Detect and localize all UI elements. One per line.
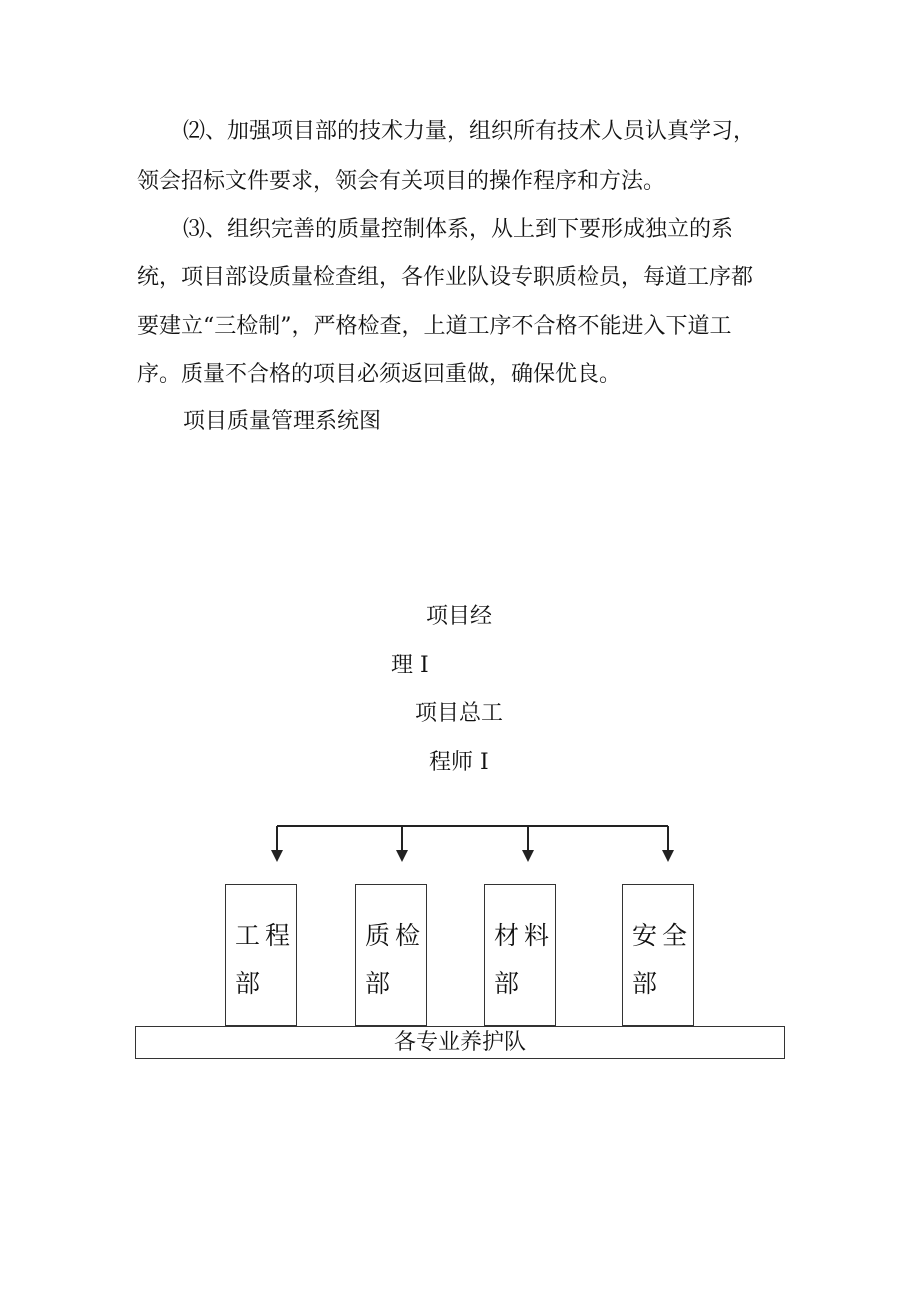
- arrowhead-2: [396, 850, 408, 862]
- paragraph-3-line-4: 序。质量不合格的项目必须返回重做，确保优良。: [137, 362, 622, 387]
- dept-label-line-1: 材料: [494, 921, 555, 950]
- paragraph-3-line-2: 统，项目部设质量检查组，各作业队设专职质检员，每道工序都: [137, 265, 754, 290]
- dept-label-line-1: 质检: [365, 921, 426, 950]
- paragraph-3-line-1: ⑶、组织完善的质量控制体系，从上到下要形成独立的系: [183, 217, 734, 242]
- paragraph-2-line-2: 领会招标文件要求，领会有关项目的操作程序和方法。: [137, 169, 666, 194]
- dept-label-line-2: 部: [365, 969, 391, 998]
- dept-label-line-2: 部: [235, 969, 261, 998]
- diagram-caption: 项目质量管理系统图: [183, 409, 382, 434]
- dept-box-quality-inspection: [355, 884, 427, 1026]
- project-manager-label-line-2: 理 I: [391, 653, 429, 678]
- dept-label-line-1: 工程: [235, 921, 296, 950]
- dept-label-line-2: 部: [632, 969, 658, 998]
- paragraph-2-line-1: ⑵、加强项目部的技术力量，组织所有技术人员认真学习，: [183, 119, 756, 144]
- arrowhead-1: [271, 850, 283, 862]
- chief-engineer-label-line-2: 程师 I: [429, 750, 489, 775]
- dept-label-line-2: 部: [494, 969, 520, 998]
- chief-engineer-label-line-1: 项目总工: [415, 701, 504, 726]
- dept-label-line-1: 安全: [632, 921, 693, 950]
- maintenance-teams-box: 各专业养护队: [135, 1026, 785, 1059]
- arrowhead-4: [662, 850, 674, 862]
- project-manager-label-line-1: 项目经: [426, 604, 493, 629]
- dept-box-materials: [484, 884, 556, 1026]
- paragraph-3-line-3: 要建立“三检制”，严格检查，上道工序不合格不能进入下道工: [137, 314, 732, 339]
- dept-box-safety: [622, 884, 694, 1026]
- arrowhead-3: [522, 850, 534, 862]
- dept-box-engineering: [225, 884, 297, 1026]
